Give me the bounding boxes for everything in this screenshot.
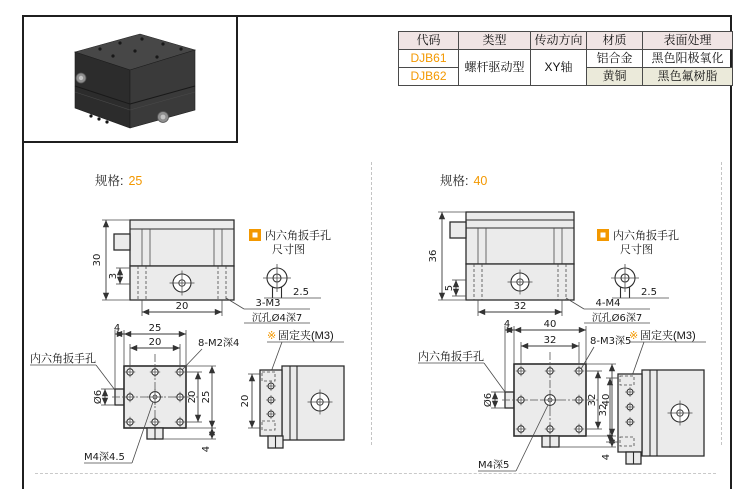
legend-dim: 2.5 <box>641 287 657 298</box>
code-djb61: DJB61 <box>399 50 459 68</box>
material-brass: 黄铜 <box>587 68 643 86</box>
dim-inner-width: 32 <box>543 335 557 346</box>
product-photo-image <box>45 24 215 134</box>
clamp-mark: ※ <box>267 330 277 342</box>
hole-callout-line2: 沉孔Ø6深7 <box>591 313 643 324</box>
hole-callout-line2: 沉孔Ø4深7 <box>251 313 303 324</box>
legend-dim: 2.5 <box>293 287 309 298</box>
dim-width: 20 <box>175 301 189 312</box>
dim-outer-width: 40 <box>543 319 557 330</box>
clamp-label: 固定夹(M3) <box>640 330 696 342</box>
dim-offset: 3 <box>108 272 119 280</box>
dim-inner-width: 20 <box>148 337 162 348</box>
dim-bore: Ø6 <box>483 392 494 408</box>
clamp-mark: ※ <box>629 330 639 342</box>
dim-side-height: 20 <box>240 394 251 408</box>
center-callout: M4深5 <box>478 460 510 471</box>
holes-callout: 8-M3深5 <box>590 336 632 347</box>
holes-callout: 8-M2深4 <box>198 338 240 349</box>
dim-bore: Ø6 <box>93 389 104 405</box>
dim-offset: 5 <box>444 284 455 292</box>
header-material: 材质 <box>587 32 643 50</box>
table-row <box>399 50 733 68</box>
type-cell: 螺杆驱动型 <box>459 50 531 86</box>
dim-outer-height: 40 <box>601 393 612 407</box>
legend-subtitle: 尺寸图 <box>620 244 653 256</box>
legend-title: 内六角扳手孔 <box>265 230 331 242</box>
wrench-hole-label: 内六角扳手孔 <box>30 353 96 365</box>
material-aluminium: 铝合金 <box>587 50 643 68</box>
spec40-title-label: 规格: <box>440 174 469 188</box>
right-divider-dashed <box>721 162 722 445</box>
spec40-side-view-drawing <box>598 326 720 472</box>
header-direction: 传动方向 <box>531 32 587 50</box>
product-spec-table <box>398 31 733 86</box>
product-photo-box <box>22 15 238 143</box>
dim-tab: 4 <box>201 445 212 453</box>
spec25-title-label: 规格: <box>95 174 124 188</box>
spec25-title <box>95 171 142 189</box>
legend-title: 内六角扳手孔 <box>613 230 679 242</box>
dim-outer-width: 25 <box>148 323 162 334</box>
code-djb62: DJB62 <box>399 68 459 86</box>
header-type: 类型 <box>459 32 531 50</box>
spec40-title <box>440 171 487 189</box>
dim-inner-height: 20 <box>187 390 198 404</box>
dim-width: 32 <box>513 301 527 312</box>
dim-tab: 4 <box>601 453 612 461</box>
direction-cell: XY轴 <box>531 50 587 86</box>
spec25-title-value: 25 <box>128 174 143 188</box>
dim-side-height: 32 <box>598 403 609 417</box>
surface-anodize: 黑色阳极氧化 <box>643 50 733 68</box>
header-code: 代码 <box>399 32 459 50</box>
dim-edge: 4 <box>503 319 511 330</box>
dim-edge: 4 <box>113 323 121 334</box>
dim-outer-height: 25 <box>201 390 212 404</box>
dim-height: 36 <box>428 249 439 263</box>
spec25-hex-wrench-legend <box>246 226 361 308</box>
dim-inner-height: 32 <box>587 393 598 407</box>
spec25-top-view-drawing <box>28 322 266 468</box>
header-surface: 表面处理 <box>643 32 733 50</box>
spec40-title-value: 40 <box>473 174 488 188</box>
hole-callout-line1: 4-M4 <box>595 298 621 309</box>
center-callout: M4深4.5 <box>84 452 125 463</box>
spec40-hex-wrench-legend <box>594 226 709 308</box>
spec25-side-view-drawing <box>240 326 358 466</box>
hole-callout-line1: 3-M3 <box>255 298 281 309</box>
wrench-hole-label: 内六角扳手孔 <box>418 351 484 363</box>
dim-height: 30 <box>92 253 103 267</box>
column-divider-dashed <box>371 162 372 445</box>
legend-subtitle: 尺寸图 <box>272 244 305 256</box>
table-header-row <box>399 32 733 50</box>
clamp-label: 固定夹(M3) <box>278 330 334 342</box>
surface-resin: 黑色氟树脂 <box>643 68 733 86</box>
